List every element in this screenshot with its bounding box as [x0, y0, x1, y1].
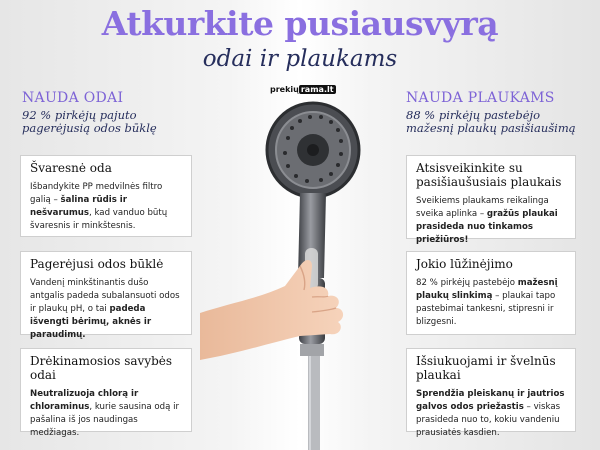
body-emphasis: šalina rūdis ir nešvarumus: [30, 195, 127, 218]
card-body: [416, 388, 566, 440]
card-title: Pagerėjusi odos būklė: [30, 257, 164, 271]
right-subheading: 88 % pirkėjų pastebėjo mažesnį plaukų pasišiaušimą: [406, 108, 576, 135]
page-subtitle: odai ir plaukams: [202, 46, 398, 72]
body-text: Vandenį minkštinantis dušo antgalis padeda subalansuoti odos ir plaukų pH, o tai: [30, 278, 180, 314]
body-emphasis: mažesnį plaukų slinkimą: [416, 278, 558, 301]
body-text: 82 % pirkėjų pastebėjo: [416, 278, 518, 288]
card-title: Drėkinamosios savybės odai: [30, 354, 173, 382]
body-emphasis: Sprendžia pleiskanų ir jautrios galvos odos priežastis: [416, 389, 565, 412]
card-body: [30, 388, 182, 440]
body-emphasis: padeda išvengti bėrimų, aknės ir paraudimų.: [30, 304, 152, 340]
body-text: , kad vanduo būtų švaresnis ir minkštesnis.: [30, 208, 168, 231]
right-heading: NAUDA PLAUKAMS: [406, 90, 555, 106]
card-title: Švaresnė oda: [30, 161, 112, 175]
card-skin-condition: [20, 251, 192, 340]
card-title: Išsiukuojami ir švelnūs plaukai: [416, 354, 556, 382]
shower-head-product-image: [200, 98, 400, 450]
body-text: – plaukai tapo pastebimai tankesni, stipresni ir blizgesni.: [416, 291, 556, 327]
card-title: Atsisveikinkite su pasišiaušusiais plaukais: [416, 161, 562, 189]
card-body: [416, 195, 566, 247]
card-body: [416, 277, 566, 329]
body-emphasis: gražūs plaukai prasideda nuo tinkamos priežiūros!: [416, 209, 558, 245]
left-subheading: 92 % pirkėjų pajuto pagerėjusią odos būklę: [22, 108, 157, 135]
card-no-breakage: [406, 251, 576, 335]
page-title: Atkurkite pusiausvyrą: [101, 4, 499, 43]
body-text: Išbandykite PP medvilnės filtro galią –: [30, 182, 163, 205]
body-emphasis: Neutralizuoja chlorą ir chloraminus: [30, 389, 139, 412]
card-frizz: [406, 155, 576, 245]
card-body: [30, 181, 182, 233]
card-soft-hair: [406, 348, 576, 438]
brand-logo[interactable]: prekių rama.lt: [270, 85, 334, 94]
card-cleaner-skin: [20, 155, 192, 237]
card-moisturizing: [20, 348, 192, 438]
body-text: , kurie sausina odą ir pašalina iš jos naudingas medžiagas.: [30, 402, 180, 438]
card-title: Jokio lūžinėjimo: [416, 257, 513, 271]
body-text: Sveikiems plaukams reikalinga sveika aplinka –: [416, 196, 549, 219]
card-body: [30, 277, 182, 342]
left-heading: NAUDA ODAI: [22, 90, 124, 106]
body-text: – viskas prasideda nuo to, kokiu vandeniu prausiatės kasdien.: [416, 402, 561, 438]
